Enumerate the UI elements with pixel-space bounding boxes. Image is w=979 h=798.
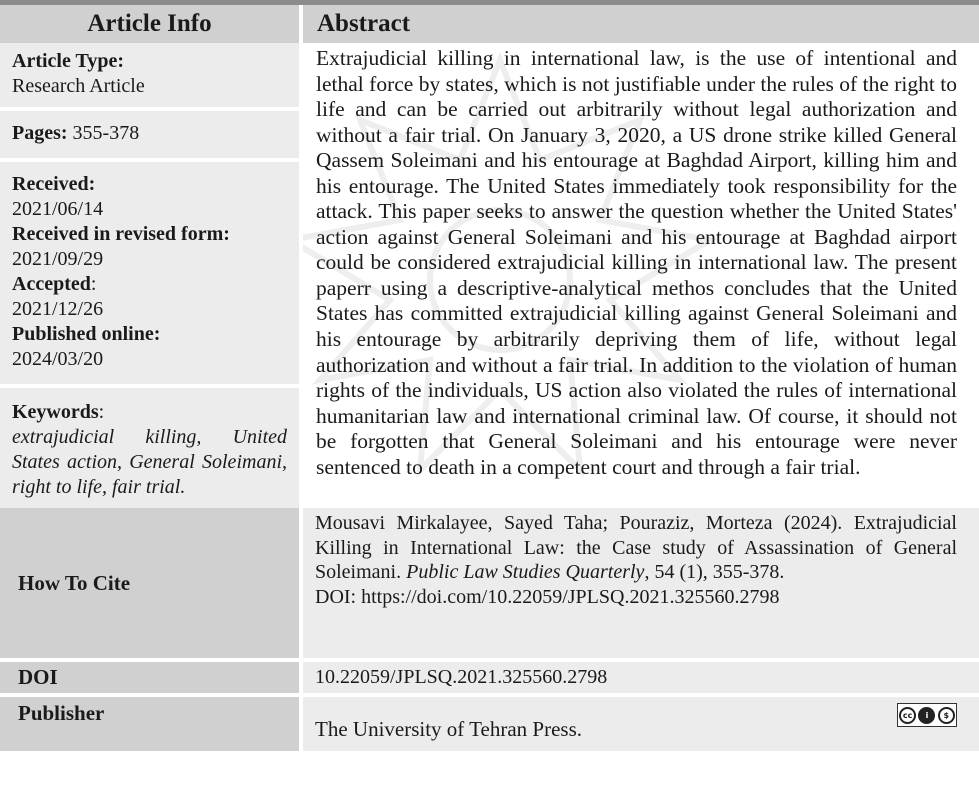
- publisher-value: The University of Tehran Press.: [315, 717, 583, 741]
- pages-label: Pages:: [12, 122, 68, 144]
- pages-block: [0, 111, 299, 162]
- keywords-value: extrajudicial killing, United States action, General Soleimani, right to life, fair trial.: [12, 426, 287, 498]
- article-type-label: Article Type:: [12, 50, 125, 72]
- abstract-panel: [303, 43, 979, 508]
- abstract-text: Extrajudicial killing in international law, is the use of intentional and lethal force by states, which is not justifiable under the rules of the right to life and can be carried out arbitrarily without legal authorization and without a fair trial. On January 3, 2020, a US drone strike killed General Qassem Soleimani and his entourage at Baghdad Airport, killing him and his entourage. The United States immediately took responsibility for the attack. This paper seeks to answer the question whether the United States' action against General Soleimani and his entourage at Baghdad airport could be considered extrajudicial killing in international law. The present paperr using a descriptive-analytical methos concludes that the United States has committed extrajudicial killing against General Soleimani and his entourage by arbitrarily depriving them of life, without legal authorization and without a fair trial. In addition to the violation of human rights of the individuals, US action also violated the rules of international humanitarian law and international criminal law. Of course, it should not be forgotten that General Soleimani and his entourage were never sentenced to death in a competent court and through a fair trial.: [316, 46, 957, 479]
- citation-authors: Mousavi Mirkalayee, Sayed Taha; Pouraziz, Morteza (2024). Extrajudicial Killing in International Law: the Case study of Assassination of General Soleimani.: [315, 512, 957, 583]
- abstract-heading: Abstract: [303, 5, 979, 43]
- pages-value: 355-378: [72, 122, 140, 144]
- received-value: 2021/06/14: [12, 198, 104, 220]
- citation-journal: Public Law Studies Quarterly: [406, 561, 645, 583]
- received-label: Received:: [12, 173, 96, 195]
- dates-block: Received: 2021/06/14 Received in revised form: 2021/09/29 Accepted: 2021/12/26 Published online: 2024/03/20: [0, 162, 299, 388]
- publisher-label: Publisher: [0, 697, 303, 751]
- article-type-block: [0, 43, 299, 111]
- keywords-block: Keywords: extrajudicial killing, United States action, General Soleimani, right to life, fair trial.: [12, 401, 287, 498]
- how-to-cite-panel: [303, 508, 979, 658]
- published-value: 2024/03/20: [12, 348, 104, 370]
- nc-icon: $: [938, 707, 955, 724]
- article-type-value: Research Article: [12, 75, 145, 97]
- citation-doi-link[interactable]: DOI: https://doi.com/10.22059/JPLSQ.2021.325560.2798: [315, 585, 780, 608]
- publisher-panel: [303, 697, 979, 751]
- doi-value[interactable]: 10.22059/JPLSQ.2021.325560.2798: [303, 662, 979, 693]
- cc-icon: cc: [899, 707, 916, 724]
- doi-label: DOI: [0, 662, 303, 693]
- table-header-row: [0, 5, 979, 43]
- how-to-cite-row: [0, 508, 979, 658]
- accepted-value: 2021/12/26: [12, 298, 104, 320]
- citation-volume: , 54 (1), 355-378.: [644, 561, 785, 583]
- doi-row: [0, 662, 979, 693]
- article-info-panel: [0, 43, 303, 508]
- revised-value: 2021/09/29: [12, 248, 104, 270]
- published-label: Published online:: [12, 323, 161, 345]
- how-to-cite-label: How To Cite: [0, 508, 303, 658]
- publisher-row: [0, 697, 979, 751]
- revised-label: Received in revised form:: [12, 223, 230, 245]
- article-info-table: [0, 5, 979, 751]
- keywords-label: Keywords: [12, 401, 99, 423]
- article-info-heading: Article Info: [0, 5, 303, 43]
- by-icon: i: [918, 707, 935, 724]
- cc-by-nc-icon[interactable]: [897, 703, 957, 727]
- info-abstract-row: [0, 43, 979, 508]
- accepted-label: Accepted: [12, 273, 91, 295]
